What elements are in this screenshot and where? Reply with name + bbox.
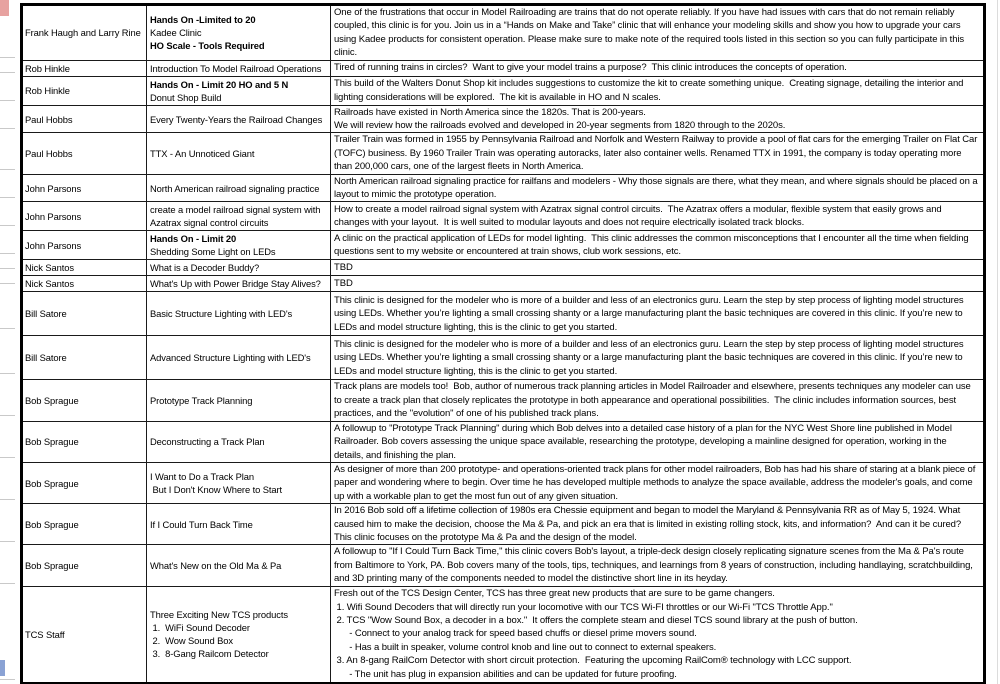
presenter-cell xyxy=(23,231,147,259)
table-row xyxy=(23,77,983,106)
clinic-title-line: Prototype Track Planning xyxy=(150,395,253,407)
clinic-title-line: Introduction To Model Railroad Operations xyxy=(150,62,322,74)
description-line: Railroads have existed in North America since the 1820s. That is 200-years. xyxy=(334,106,646,118)
clinic-title-line: Hands On - Limit 20 xyxy=(150,233,237,245)
presenter-name: Bill Satore xyxy=(25,308,67,320)
adjacent-page-gridline xyxy=(0,329,15,374)
description-line: TBD xyxy=(334,278,353,290)
description-line: This clinic is designed for the modeler who is more of a builder and less of an electronics guru. Learn the step by step process of lighting model structures using LEDs. Whether you’re lighting a small crossing shanty or a large manufacturing plant the basic techniques are covered in this clinic. If you’re new to LEDs and model structure lighting, this is the clinic to get you started. xyxy=(334,294,967,333)
clinic-title-line: HO Scale - Tools Required xyxy=(150,40,265,52)
clinic-title-cell xyxy=(147,231,331,259)
presenter-name: Bob Sprague xyxy=(25,436,79,448)
description-cell xyxy=(331,106,981,133)
clinic-title-cell xyxy=(147,6,331,60)
clinic-title-line: What is a Decoder Buddy? xyxy=(150,262,260,274)
clinic-title-line: Three Exciting New TCS products xyxy=(150,609,288,621)
description-line: Fresh out of the TCS Design Center, TCS has three great new products that are sure to be game changers. xyxy=(334,588,775,600)
presenter-name: Paul Hobbs xyxy=(25,113,73,125)
presenter-name: Rob Hinkle xyxy=(25,85,70,97)
presenter-name: John Parsons xyxy=(25,182,82,194)
table-row xyxy=(23,260,983,276)
description-line: - Connect to your analog track for speed based chuffs or diesel prime movers sound. xyxy=(334,628,697,640)
table-row xyxy=(23,380,983,421)
presenter-cell xyxy=(23,587,147,682)
presenter-cell xyxy=(23,133,147,173)
presenter-cell xyxy=(23,276,147,291)
table-row xyxy=(23,6,983,61)
adjacent-page-gridline xyxy=(0,58,15,73)
table-row xyxy=(23,545,983,586)
adjacent-page-gridline xyxy=(0,129,15,170)
presenter-name: Paul Hobbs xyxy=(25,148,73,160)
clinic-title-cell xyxy=(147,77,331,105)
clinic-title-line: 1. WiFi Sound Decoder xyxy=(150,622,250,634)
description-cell xyxy=(331,175,981,202)
description-cell xyxy=(331,422,981,462)
adjacent-page-gridline xyxy=(0,500,15,542)
clinic-title-line: Hands On - Limit 20 HO and 5 N xyxy=(150,78,289,90)
description-line: North American railroad signaling practice for railfans and modelers - Why those signals are there, what they mean, and where signals should be placed on a layout to mimic the prototype operation. xyxy=(334,175,981,201)
description-line: We will review how the railroads evolved and developed in 20-year segments from 1820 through to the 2020s. xyxy=(334,120,786,132)
description-cell xyxy=(331,292,981,335)
clinic-title-cell xyxy=(147,106,331,133)
clinic-title-cell xyxy=(147,260,331,275)
presenter-cell xyxy=(23,106,147,133)
presenter-name: Bill Satore xyxy=(25,352,67,364)
description-cell xyxy=(331,61,981,76)
clinic-title-line: Deconstructing a Track Plan xyxy=(150,436,265,448)
description-line: TBD xyxy=(334,262,353,274)
presenter-cell xyxy=(23,292,147,335)
clinics-table xyxy=(20,3,986,684)
clinic-title-line: Hands On -Limited to 20 xyxy=(150,14,256,26)
adjacent-page-gridline xyxy=(0,254,15,269)
clinic-title-cell xyxy=(147,380,331,420)
presenter-name: Bob Sprague xyxy=(25,477,79,489)
clinic-title-cell xyxy=(147,175,331,202)
description-cell xyxy=(331,202,981,230)
description-cell xyxy=(331,336,981,379)
presenter-cell xyxy=(23,463,147,503)
presenter-cell xyxy=(23,202,147,230)
presenter-name: Rob Hinkle xyxy=(25,62,70,74)
presenter-cell xyxy=(23,336,147,379)
adjacent-page-gridline xyxy=(0,269,15,284)
presenter-cell xyxy=(23,545,147,585)
description-line: - Has a built in speaker, volume control knob and line out to connect to external speakers. xyxy=(334,641,717,653)
adjacent-page-gridline xyxy=(0,374,15,416)
description-line: Trailer Train was formed in 1955 by Pennsylvania Railroad and Norfolk and Western Railway to provide a pool of flat cars for the emerging Trailer on Flat Car (TOFC) business. By 1960 Trailer Train was operating autoracks, later also container wells. Renamed TTX in 1991, the company is today operating more than 200,000 cars, one of the largest fleets in North America. xyxy=(334,134,980,173)
adjacent-page-gridline xyxy=(0,416,15,458)
clinic-title-line: Donut Shop Build xyxy=(150,91,222,103)
table-row xyxy=(23,422,983,463)
presenter-name: Bob Sprague xyxy=(25,395,79,407)
clinic-title-line: 2. Wow Sound Box xyxy=(150,635,233,647)
clinic-title-line: Basic Structure Lighting with LED's xyxy=(150,308,293,320)
presenter-name: Bob Sprague xyxy=(25,518,79,530)
description-cell xyxy=(331,231,981,259)
page-edge-bottom-mark xyxy=(0,660,5,676)
description-line: - The unit has plug in expansion abilities and can be updated for future proofing. xyxy=(334,668,677,680)
table-row xyxy=(23,292,983,336)
description-cell xyxy=(331,545,981,585)
clinic-title-line: 3. 8-Gang Railcom Detector xyxy=(150,648,269,660)
page-edge-top-mark xyxy=(0,0,9,16)
description-cell xyxy=(331,276,981,291)
description-line: A followup to "If I Could Turn Back Time," this clinic covers Bob's layout, a triple-deck design closely replicating signature scenes from the Ma & Pa's route from Baltimore to York, PA. Bob covers many of the tools, tips, techniques, and learnings from 8 years of construction, including handlaying, scratchbuilding, and 3D printing many of the components needed to model the distinctive short line in its heyday. xyxy=(334,546,976,585)
presenter-name: Nick Santos xyxy=(25,262,74,274)
table-row xyxy=(23,587,983,682)
presenter-cell xyxy=(23,61,147,76)
description-cell xyxy=(331,380,981,420)
adjacent-page-gridline xyxy=(0,542,15,584)
table-row xyxy=(23,336,983,380)
description-cell xyxy=(331,463,981,503)
table-row xyxy=(23,175,983,203)
left-page-edge xyxy=(0,3,15,680)
clinic-title-cell xyxy=(147,276,331,291)
clinic-title-line: I Want to Do a Track Plan xyxy=(150,471,254,483)
description-line: As designer of more than 200 prototype- and operations-oriented track plans for other model railroaders, Bob has had his share of staring at a blank piece of paper and wondering where to begin. Over time he has developed multiple methods to analyze the space available, address the modeler's goals, and come up with a workable plan to get the most fun out of any given situation. xyxy=(334,463,978,502)
description-line: In 2016 Bob sold off a lifetime collection of 1980s era Chessie equipment and began to model the Maryland & Pennsylvania RR as of May 5, 1924. What caused him to make the decision, choose the Ma & Pa, and pick an era that is limited in existing rolling stock, kits, and information? And can it be cured? This clinic focuses on the prototype Ma & Pa and the design of the model. xyxy=(334,505,964,543)
description-cell xyxy=(331,77,981,105)
table-row xyxy=(23,106,983,134)
right-page-edge xyxy=(997,0,998,684)
clinic-title-cell xyxy=(147,587,331,682)
clinic-title-cell xyxy=(147,61,331,76)
presenter-name: Nick Santos xyxy=(25,278,74,290)
adjacent-page-gridline xyxy=(0,284,15,329)
adjacent-page-gridline xyxy=(0,101,15,129)
clinic-title-line: But I Don't Know Where to Start xyxy=(150,484,282,496)
description-line: Tired of running trains in circles? Want to give your model trains a purpose? This clinic introduces the concepts of operation. xyxy=(334,62,847,74)
presenter-name: John Parsons xyxy=(25,239,82,251)
clinic-title-cell xyxy=(147,463,331,503)
adjacent-page-gridline xyxy=(0,226,15,254)
description-cell xyxy=(331,260,981,275)
table-row xyxy=(23,61,983,77)
clinic-title-line: Kadee Clinic xyxy=(150,27,202,39)
presenter-cell xyxy=(23,422,147,462)
clinic-title-cell xyxy=(147,133,331,173)
clinic-title-line: North American railroad signaling practice xyxy=(150,182,320,194)
table-row xyxy=(23,276,983,292)
clinic-title-line: TTX - An Unnoticed Giant xyxy=(150,148,255,160)
description-line: 2. TCS "Wow Sound Box, a decoder in a box." It offers the complete steam and diesel TCS sound library at the push of button. xyxy=(334,614,858,626)
description-line: This clinic is designed for the modeler who is more of a builder and less of an electronics guru. Learn the step by step process of lighting model structures using LEDs. Whether you’re lighting a small crossing shanty or a large manufacturing plant the basic techniques are covered in this clinic. If you’re new to LEDs and model structure lighting, this is the clinic to get you started. xyxy=(334,338,967,377)
table-row xyxy=(23,231,983,260)
clinic-title-line: What's Up with Power Bridge Stay Alives? xyxy=(150,278,321,290)
clinic-title-line: If I Could Turn Back Time xyxy=(150,518,253,530)
description-cell xyxy=(331,504,981,544)
clinic-title-line: Advanced Structure Lighting with LED's xyxy=(150,352,311,364)
adjacent-page-gridline xyxy=(0,198,15,226)
presenter-cell xyxy=(23,6,147,60)
clinic-title-cell xyxy=(147,504,331,544)
clinic-title-line: Every Twenty-Years the Railroad Changes xyxy=(150,113,323,125)
clinic-title-line: create a model railroad signal system with Azatrax signal control circuits xyxy=(150,204,323,229)
presenter-cell xyxy=(23,175,147,202)
description-line: One of the frustrations that occur in Model Railroading are trains that do not operate reliably. If you have had issues with cars that do not remain reliably coupled, this clinic is for you. Join us in a “Hands on Make and Take” clinic that will enhance your modeling skills and show you how to upgrade your cars using Kadee products for consistent operation. Please make sure to make note of the required tools listed in this section so you can fully participate in this clinic. xyxy=(334,7,967,59)
presenter-cell xyxy=(23,77,147,105)
description-cell xyxy=(331,587,981,682)
description-line: A followup to "Prototype Track Planning" during which Bob delves into a detailed case history of a plan for the NYC West Shore line published in Model Railroader. Bob covers assessing the unique space available, researching the prototype, developing a mainline designed for operation, working in the details, and finishing the plan. xyxy=(334,422,955,461)
description-line: Track plans are models too! Bob, author of numerous track planning articles in Model Railroader and elsewhere, presents techniques any modeler can use to create a track plan that closely replicates the prototype in both appearance and operational possibilities. The clinic includes information sources, best practices, and the "evolution" of one of his published track plans. xyxy=(334,381,974,420)
presenter-cell xyxy=(23,380,147,420)
clinic-title-cell xyxy=(147,545,331,585)
table-row xyxy=(23,463,983,504)
presenter-cell xyxy=(23,260,147,275)
description-line: 1. Wifi Sound Decoders that will directly run your locomotive with our TCS Wi-FI throttles or our Wi-Fi "TCS Throttle App." xyxy=(334,601,833,613)
clinic-title-cell xyxy=(147,422,331,462)
presenter-name: John Parsons xyxy=(25,210,82,222)
presenter-cell xyxy=(23,504,147,544)
description-cell xyxy=(331,6,981,60)
table-row xyxy=(23,202,983,231)
clinic-title-line: What's New on the Old Ma & Pa xyxy=(150,559,282,571)
adjacent-page-gridline xyxy=(0,458,15,500)
adjacent-page-gridline xyxy=(0,170,15,198)
presenter-name: Frank Haugh and Larry Rine xyxy=(25,27,141,39)
description-line: How to create a model railroad signal system with Azatrax signal control circuits. The Azatrax offers a modular, flexible system that easily grows and changes with your layout. It is well suited to modular layouts and does not require electrically isolated track blocks. xyxy=(334,204,945,229)
clinic-title-cell xyxy=(147,292,331,335)
clinic-title-cell xyxy=(147,202,331,230)
presenter-name: Bob Sprague xyxy=(25,559,79,571)
description-cell xyxy=(331,133,981,173)
adjacent-page-gridline xyxy=(0,73,15,101)
description-line: This build of the Walters Donut Shop kit includes suggestions to customize the kit to create something unique. Creating signage, detailing the interior and lighting considerations will be explored. The kit is available in HO and N scales. xyxy=(334,78,966,103)
clinic-title-line: Shedding Some Light on LEDs xyxy=(150,246,276,258)
table-row xyxy=(23,504,983,545)
description-line: 3. An 8-gang RailCom Detector with short circuit protection. Featuring the upcoming RailCom® technology with LCC support. xyxy=(334,655,852,667)
clinic-title-cell xyxy=(147,336,331,379)
description-line: A clinic on the practical application of LEDs for model lighting. This clinic addresses the common misconceptions that I encounter all the time when fielding questions sent to my website or encountered at train shows, club work sessions, etc. xyxy=(334,233,972,258)
presenter-name: TCS Staff xyxy=(25,628,65,640)
table-row xyxy=(23,133,983,174)
